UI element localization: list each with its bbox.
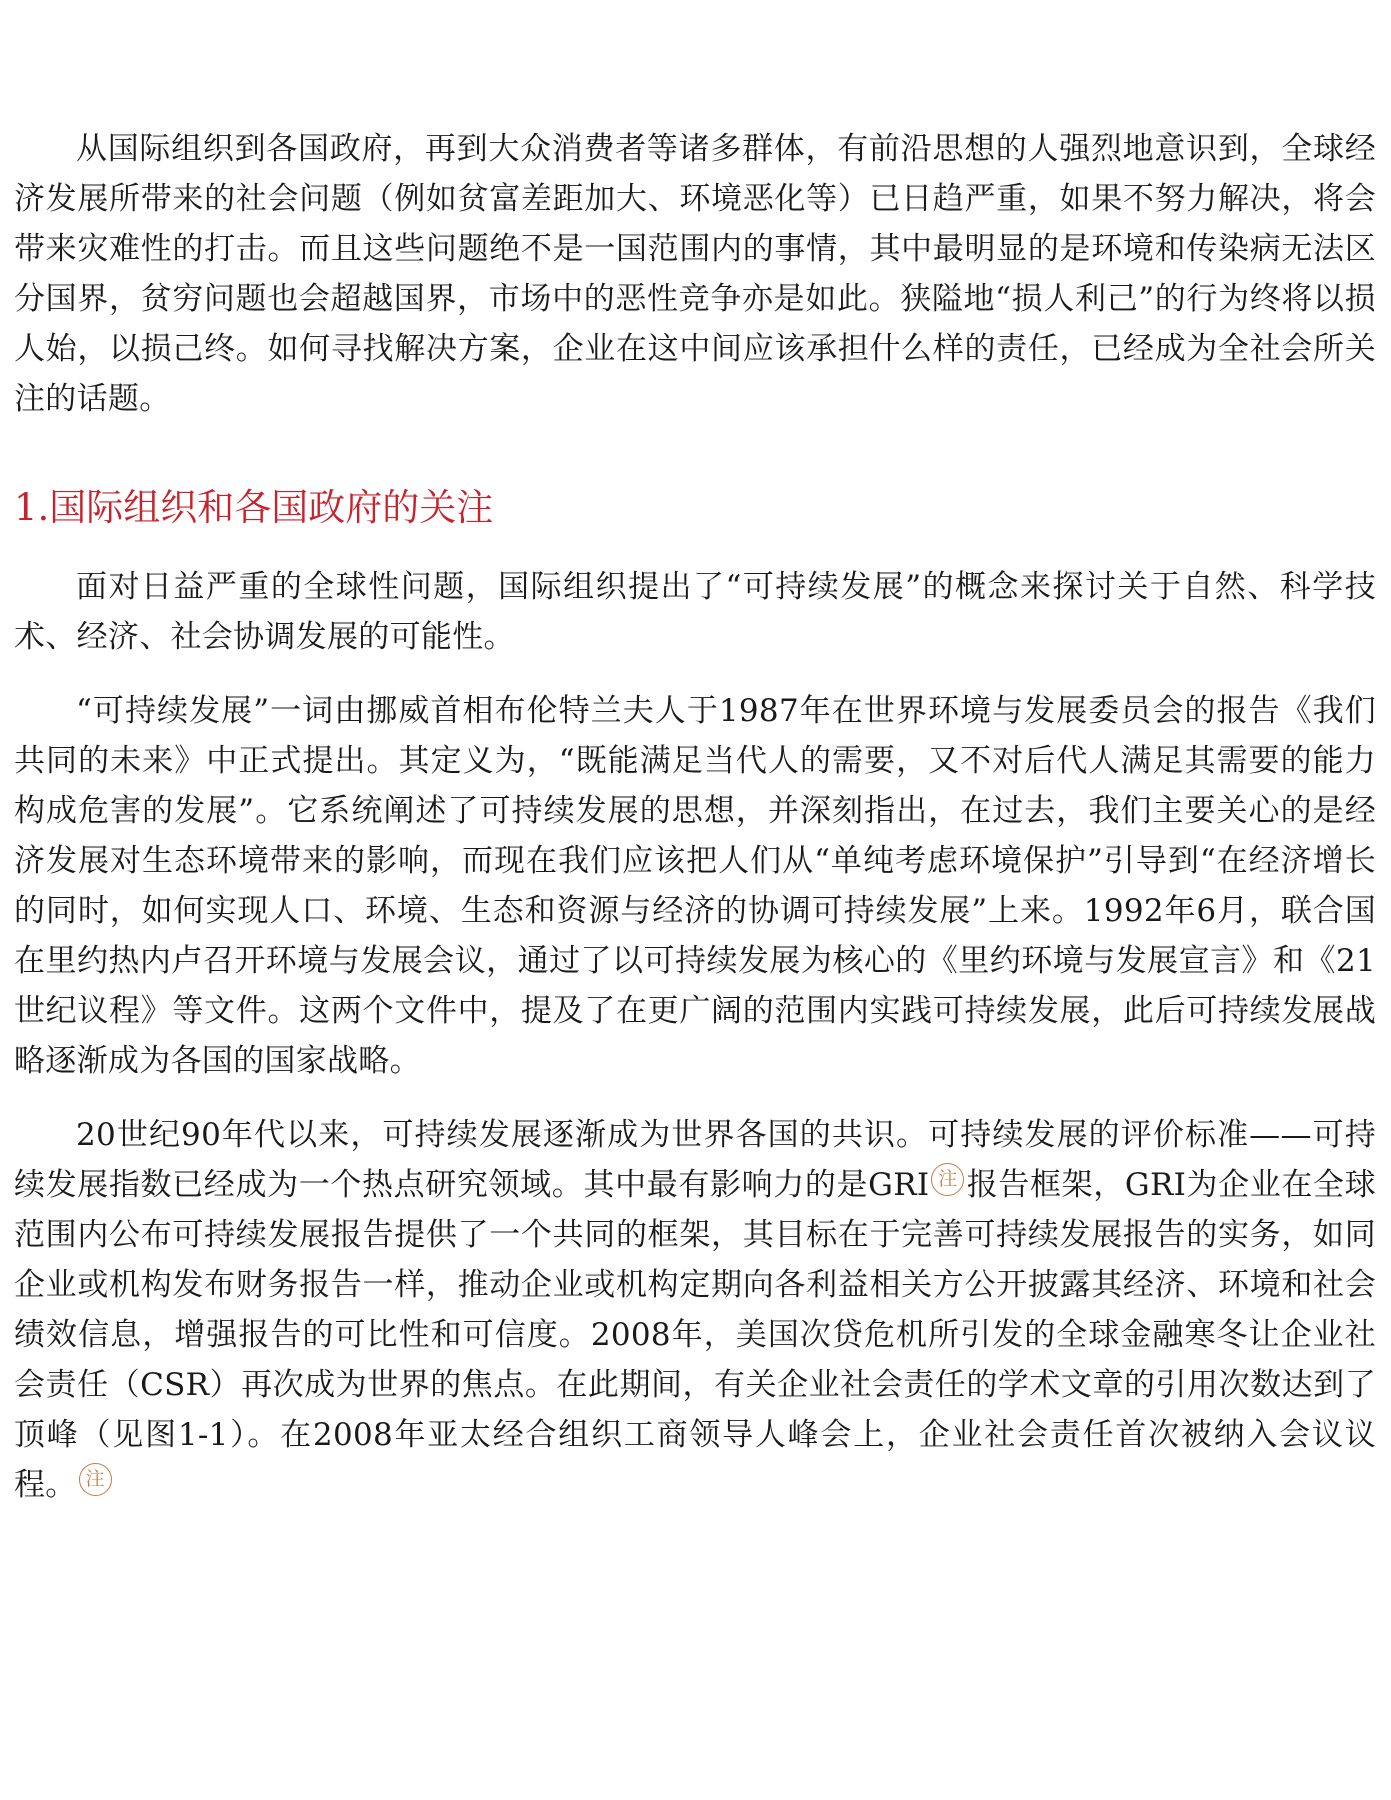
section-paragraph-3	[14, 1110, 1376, 1510]
document-page	[14, 124, 1376, 1510]
paragraph-text: 报告框架，GRI为企业在全球范围内公布可持续发展报告提供了一个共同的框架，其目标在于完善可持续发展报告的实务，如同企业或机构发布财务报告一样，推动企业或机构定期向各利益相关方公开披露其经济、环境和社会绩效信息，增强报告的可比性和可信度。2008年，美国次贷危机所引发的全球金融寒冬让企业社会责任（CSR）再次成为世界的焦点。在此期间，有关企业社会责任的学术文章的引用次数达到了顶峰（见图1-1）。在2008年亚太经合组织工商领导人峰会上，企业社会责任首次被纳入会议议程。	[14, 1167, 1376, 1503]
paragraph-text: 20世纪90年代以来，可持续发展逐渐成为世界各国的共识。可持续发展的评价标准——可持续发展指数已经成为一个热点研究领域。其中最有影响力的是GRI	[14, 1117, 1376, 1203]
spacer	[14, 1086, 1376, 1110]
spacer	[14, 538, 1376, 562]
spacer	[14, 424, 1376, 478]
intro-paragraph: 从国际组织到各国政府，再到大众消费者等诸多群体，有前沿思想的人强烈地意识到，全球经济发展所带来的社会问题（例如贫富差距加大、环境恶化等）已日趋严重，如果不努力解决，将会带来灾难性的打击。而且这些问题绝不是一国范围内的事情，其中最明显的是环境和传染病无法区分国界，贫穷问题也会超越国界，市场中的恶性竞争亦是如此。狭隘地“损人利己”的行为终将以损人始，以损己终。如何寻找解决方案，企业在这中间应该承担什么样的责任，已经成为全社会所关注的话题。	[14, 131, 1376, 417]
footnote-marker-icon[interactable]: 注	[79, 1463, 112, 1496]
section-heading: 1.国际组织和各国政府的关注	[14, 486, 494, 529]
footnote-marker-icon[interactable]: 注	[931, 1163, 964, 1196]
section-paragraph-2: “可持续发展”一词由挪威首相布伦特兰夫人于1987年在世界环境与发展委员会的报告《我们共同的未来》中正式提出。其定义为，“既能满足当代人的需要，又不对后代人满足其需要的能力构成危害的发展”。它系统阐述了可持续发展的思想，并深刻指出，在过去，我们主要关心的是经济发展对生态环境带来的影响，而现在我们应该把人们从“单纯考虑环境保护”引导到“在经济增长的同时，如何实现人口、环境、生态和资源与经济的协调可持续发展”上来。1992年6月，联合国在里约热内卢召开环境与发展会议，通过了以可持续发展为核心的《里约环境与发展宣言》和《21世纪议程》等文件。这两个文件中，提及了在更广阔的范围内实践可持续发展，此后可持续发展战略逐渐成为各国的国家战略。	[14, 693, 1376, 1079]
section-paragraph-1: 面对日益严重的全球性问题，国际组织提出了“可持续发展”的概念来探讨关于自然、科学技术、经济、社会协调发展的可能性。	[14, 569, 1376, 655]
spacer	[14, 662, 1376, 686]
